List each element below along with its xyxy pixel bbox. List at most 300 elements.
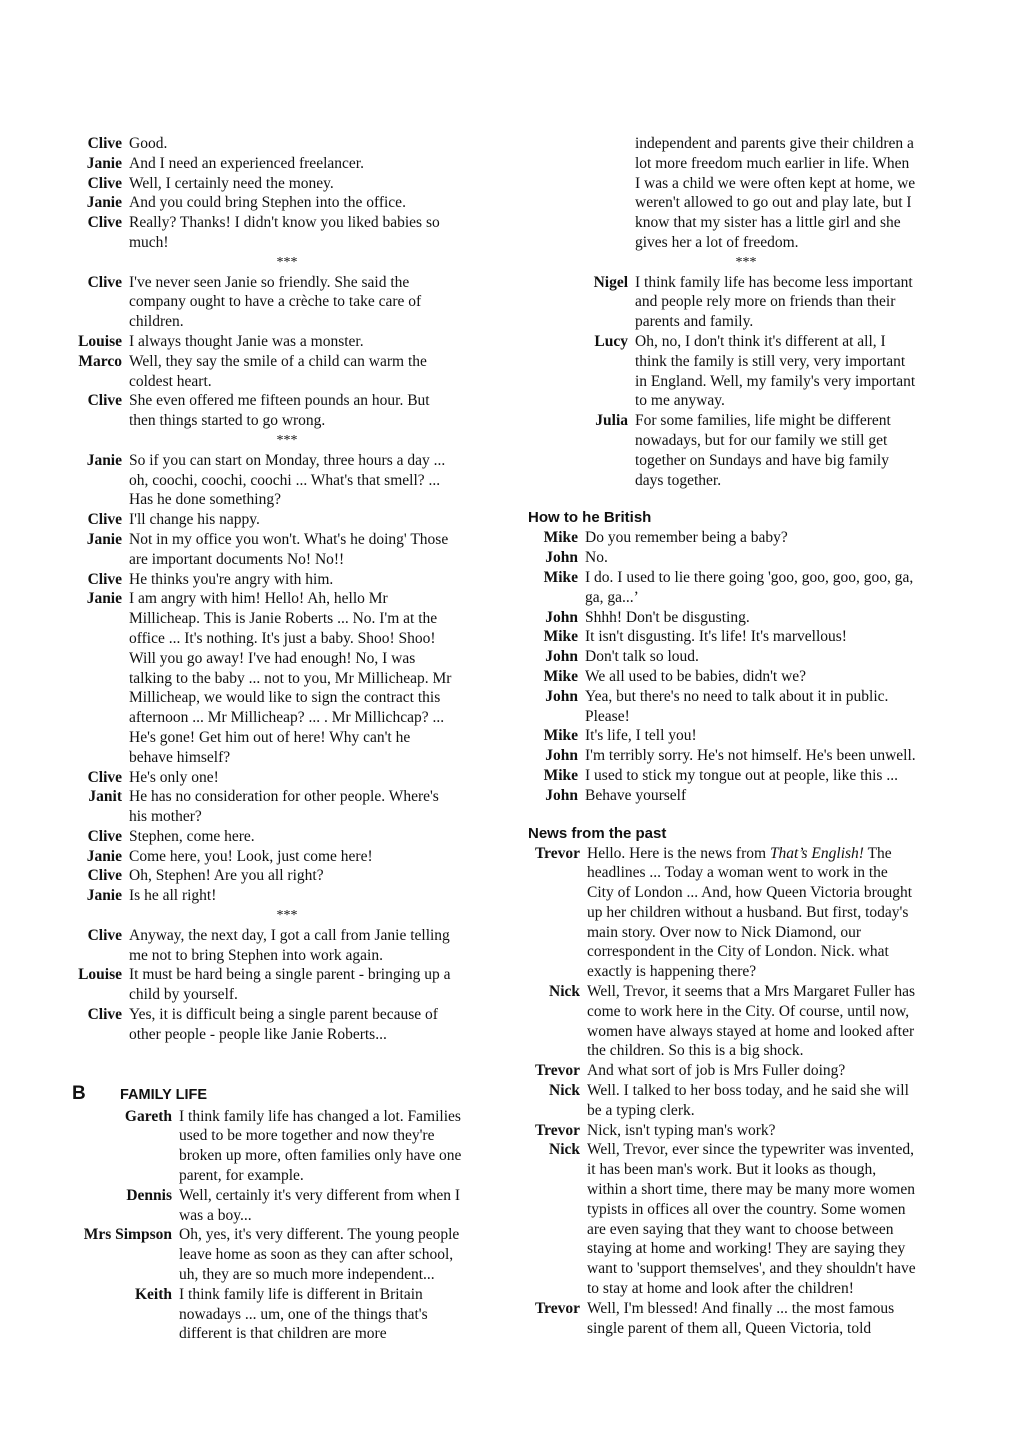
dialogue-text: Anyway, the next day, I got a call from Janie telling: [129, 926, 450, 944]
speaker-name: [72, 609, 122, 629]
speaker-name: Julia: [595, 412, 628, 430]
dialogue-line: [528, 1180, 964, 1200]
speaker-name: Mike: [543, 568, 578, 586]
dialogue-text: Oh, yes, it's very different. The young people: [179, 1226, 460, 1244]
dialogue-line: [528, 273, 964, 293]
speaker-name: [72, 946, 122, 966]
speaker-name: [72, 471, 122, 491]
dialogue-text: behave himself?: [129, 748, 231, 766]
speaker-name: [528, 903, 580, 923]
speaker-name: Clive: [87, 135, 122, 152]
dialogue-block-clive-janie: [72, 134, 502, 1045]
speaker-name: Nick: [549, 1082, 580, 1100]
dialogue-line: [528, 1200, 964, 1220]
dialogue-line: [528, 213, 964, 233]
speaker-name: [528, 942, 580, 962]
speaker-name: [528, 1239, 580, 1259]
dialogue-line: [72, 1245, 502, 1265]
speaker-name: Nick: [549, 983, 580, 1001]
dialogue-line: [72, 807, 502, 827]
dialogue-line: [72, 451, 502, 471]
speaker-name: [528, 391, 628, 411]
speaker-name: Janie: [86, 194, 122, 212]
dialogue-line: [528, 312, 964, 332]
dialogue-block-british: [528, 528, 964, 805]
dialogue-text: I've never seen Janie so friendly. She said the: [129, 273, 410, 291]
speaker-name: John: [545, 687, 578, 705]
dialogue-text: He's gone! Get him out of here! Why can't he: [129, 728, 411, 746]
speaker-name: Clive: [87, 273, 122, 291]
dialogue-block-family-life: [72, 1107, 502, 1345]
speaker-name: [72, 490, 122, 510]
dialogue-text: coldest heart.: [129, 372, 212, 390]
dialogue-text: typists in offices all over the country. Some women: [587, 1200, 906, 1218]
dialogue-line: [528, 844, 964, 864]
dialogue-text: I think family life has changed a lot. Families: [179, 1107, 461, 1125]
dialogue-line: [72, 827, 502, 847]
dialogue-text: women have always stayed at home and looked after: [587, 1022, 915, 1040]
dialogue-line: [528, 766, 964, 786]
dialogue-text: broken up more, often families only have one: [179, 1147, 462, 1165]
speaker-name: [72, 669, 122, 689]
dialogue-line: [72, 609, 502, 629]
dialogue-line: [72, 708, 502, 728]
section-title: FAMILY LIFE: [120, 1086, 208, 1103]
dialogue-line: [72, 312, 502, 332]
dialogue-text: No.: [585, 549, 608, 567]
dialogue-text: Well. I talked to her boss today, and he said she will: [587, 1082, 909, 1100]
dialogue-text: was a boy...: [179, 1206, 252, 1224]
dialogue-text: I think family life is different in Britain: [179, 1285, 423, 1303]
dialogue-text: Well, Trevor, it seems that a Mrs Margaret Fuller has: [587, 983, 916, 1001]
dialogue-line: [528, 548, 964, 568]
dialogue-line: [528, 1002, 964, 1022]
dialogue-line: [72, 154, 502, 174]
dialogue-text: me not to bring Stephen into work again.: [129, 946, 383, 964]
speaker-name: [72, 985, 122, 1005]
dialogue-text: headlines ... Today a woman went to work in the: [587, 864, 888, 882]
speaker-name: John: [545, 786, 578, 804]
dialogue-text: Stephen, come here.: [129, 827, 255, 845]
dialogue-line: [72, 965, 502, 985]
speaker-name: Clive: [87, 926, 122, 944]
speaker-name: [528, 923, 580, 943]
dialogue-line: [528, 1319, 964, 1339]
speaker-name: Mrs Simpson: [83, 1226, 172, 1244]
speaker-name: Clive: [87, 511, 122, 529]
speaker-name: [528, 707, 578, 727]
speaker-name: Janie: [86, 590, 122, 608]
dialogue-text: think the family is still very, very important: [635, 352, 906, 370]
speaker-name: [72, 629, 122, 649]
dialogue-text: and people rely more on friends than their: [635, 293, 896, 311]
dialogue-text: gives her a lot of freedom.: [635, 233, 799, 251]
dialogue-text: Millicheap. This is Janie Roberts ... No. I'm at the: [129, 610, 438, 628]
dialogue-line: [528, 982, 964, 1002]
dialogue-line: [528, 1160, 964, 1180]
dialogue-text: exactly is happening there?: [587, 963, 757, 981]
dialogue-line: [72, 1126, 502, 1146]
speaker-name: Clive: [87, 214, 122, 232]
section-heading-news: News from the past: [528, 824, 667, 842]
dialogue-text: Nick, isn't typing man's work?: [587, 1121, 776, 1139]
dialogue-text: I am angry with him! Hello! Ah, hello Mr: [129, 590, 388, 608]
dialogue-text: nowadays, but for our family we still get: [635, 431, 888, 449]
dialogue-text: nowadays ... um, one of the things that's: [179, 1305, 428, 1323]
speaker-name: [72, 233, 122, 253]
dialogue-line: [528, 372, 964, 392]
speaker-name: [72, 807, 122, 827]
dialogue-line: [72, 1285, 502, 1305]
dialogue-text: are important documents No! No!!: [129, 550, 345, 568]
speaker-name: [528, 431, 628, 451]
dialogue-line: [72, 688, 502, 708]
dialogue-text: parent, for example.: [179, 1167, 304, 1185]
dialogue-line: [528, 391, 964, 411]
dialogue-text: correspondent in the City of London. Nick. what: [587, 943, 889, 961]
dialogue-line: [72, 273, 502, 293]
speaker-name: [72, 649, 122, 669]
dialogue-text: Don't talk so loud.: [585, 648, 699, 666]
dialogue-text: Well, I'm blessed! And finally ... the most famous: [587, 1299, 895, 1317]
speaker-name: Clive: [87, 174, 122, 192]
dialogue-line: [528, 588, 964, 608]
dialogue-text: Do you remember being a baby?: [585, 529, 788, 547]
dialogue-text: it has been man's work. But it looks as though,: [587, 1161, 877, 1179]
speaker-name: [528, 1319, 580, 1339]
speaker-name: Clive: [87, 1006, 122, 1024]
dialogue-text: Will you go away! I've had enough! No, I was: [129, 649, 416, 667]
dialogue-line: [72, 550, 502, 570]
dialogue-text: I think family life has become less important: [635, 273, 913, 291]
speaker-name: [528, 233, 628, 253]
dialogue-text: staying at home and working! They are saying they: [587, 1240, 906, 1258]
dialogue-text: be a typing clerk.: [587, 1101, 695, 1119]
dialogue-line: [528, 528, 964, 548]
dialogue-text: leave home as soon as they can after school,: [179, 1246, 454, 1264]
dialogue-text: Oh, Stephen! Are you all right?: [129, 867, 324, 885]
dialogue-line: [528, 352, 964, 372]
dialogue-line: [72, 193, 502, 213]
speaker-name: [72, 1025, 122, 1045]
section-heading-british: How to he British: [528, 509, 652, 527]
dialogue-line: [72, 768, 502, 788]
dialogue-line: [528, 174, 964, 194]
dialogue-line: [528, 942, 964, 962]
dialogue-line: [528, 431, 964, 451]
dialogue-line: [528, 608, 964, 628]
dialogue-text: uh, they are so much more independent...: [179, 1266, 435, 1284]
dialogue-text: He thinks you're angry with him.: [129, 570, 334, 588]
dialogue-text: Oh, no, I don't think it's different at all, I: [635, 332, 886, 350]
dialogue-text: to me anyway.: [635, 392, 725, 410]
dialogue-line: [528, 667, 964, 687]
speaker-name: [72, 550, 122, 570]
dialogue-text: Please!: [585, 707, 630, 725]
dialogue-line: [528, 923, 964, 943]
speaker-name: [72, 708, 122, 728]
speaker-name: Dennis: [126, 1186, 172, 1204]
dialogue-line: [528, 903, 964, 923]
dialogue-line: [72, 352, 502, 372]
dialogue-line: [72, 946, 502, 966]
dialogue-line: [528, 568, 964, 588]
dialogue-text: his mother?: [129, 808, 202, 826]
dialogue-text: So if you can start on Monday, three hours a day ...: [129, 451, 446, 469]
dialogue-line: [528, 647, 964, 667]
dialogue-text: We all used to be babies, didn't we?: [585, 667, 807, 685]
dialogue-text: Come here, you! Look, just come here!: [129, 847, 373, 865]
speaker-name: Janie: [86, 530, 122, 548]
dialogue-line: [72, 847, 502, 867]
dialogue-text: It's life, I tell you!: [585, 727, 697, 745]
dialogue-line: [528, 786, 964, 806]
dialogue-text: the children. So this is a big shock.: [587, 1042, 804, 1060]
dialogue-line: [528, 451, 964, 471]
dialogue-line: [528, 1121, 964, 1141]
speaker-name: [528, 1259, 580, 1279]
speaker-name: John: [545, 608, 578, 626]
speaker-name: John: [545, 549, 578, 567]
dialogue-block-family-life-continued: [528, 134, 964, 490]
dialogue-line: [72, 233, 502, 253]
speaker-name: [72, 312, 122, 332]
dialogue-line: [72, 649, 502, 669]
dialogue-text: Yea, but there's no need to talk about it in public.: [585, 687, 889, 705]
dialogue-line: [72, 629, 502, 649]
dialogue-line: [72, 174, 502, 194]
dialogue-line: [72, 471, 502, 491]
speaker-name: Trevor: [534, 844, 580, 862]
speaker-name: [528, 134, 628, 154]
speaker-name: Clive: [87, 768, 122, 786]
speaker-name: [72, 1146, 172, 1166]
dialogue-text: Really? Thanks! I didn't know you liked babies so: [129, 214, 440, 232]
dialogue-text: office ... It's nothing. It's just a baby. Shoo! Shoo!: [129, 629, 436, 647]
dialogue-text: lot more freedom much earlier in life. When: [635, 154, 910, 172]
dialogue-text: child by yourself.: [129, 986, 238, 1004]
dialogue-text: days together.: [635, 471, 722, 489]
dialogue-line: [72, 1025, 502, 1045]
dialogue-text: He's only one!: [129, 768, 219, 786]
dialogue-line: [72, 866, 502, 886]
speaker-name: [528, 883, 580, 903]
dialogue-line: [528, 1259, 964, 1279]
dialogue-text: together on Sundays and have big family: [635, 451, 889, 469]
dialogue-text: come to work here in the City. Of course, until now,: [587, 1002, 910, 1020]
dialogue-line: [72, 1305, 502, 1325]
dialogue-line: [528, 687, 964, 707]
dialogue-text: then things started to go wrong.: [129, 412, 326, 430]
speaker-name: [528, 962, 580, 982]
dialogue-line: [72, 1166, 502, 1186]
speaker-name: Louise: [78, 332, 122, 350]
dialogue-text: Shhh! Don't be disgusting.: [585, 608, 750, 626]
dialogue-text: He has no consideration for other people. Where's: [129, 788, 439, 806]
dialogue-text: afternoon ... Mr Millicheap? ... . Mr Millichcap? ...: [129, 709, 445, 727]
speaker-name: Trevor: [534, 1062, 580, 1080]
dialogue-text: up her children without a husband. But first, today's: [587, 903, 909, 921]
dialogue-line: [528, 411, 964, 431]
dialogue-text: And you could bring Stephen into the office.: [129, 194, 406, 212]
dialogue-line: [528, 233, 964, 253]
speaker-name: [72, 292, 122, 312]
dialogue-line: [72, 134, 502, 154]
speaker-name: [528, 372, 628, 392]
dialogue-text: Well, certainly it's very different from when I: [179, 1186, 461, 1204]
speaker-name: Nigel: [593, 273, 628, 291]
dialogue-line: [528, 726, 964, 746]
dialogue-text: used to be more together and now they're: [179, 1127, 435, 1145]
dialogue-line: [72, 372, 502, 392]
dialogue-text: I do. I used to lie there going 'goo, goo, goo, goo, ga,: [585, 568, 914, 586]
dialogue-text: Well, Trevor, ever since the typewriter was invented,: [587, 1141, 914, 1159]
dialogue-text: parents and family.: [635, 313, 754, 331]
speaker-name: [72, 372, 122, 392]
speaker-name: [528, 1101, 580, 1121]
speaker-name: John: [545, 648, 578, 666]
speaker-name: [72, 748, 122, 768]
speaker-name: [528, 292, 628, 312]
dialogue-line: [72, 787, 502, 807]
dialogue-text: within a short time, there may be many more women: [587, 1181, 915, 1199]
speaker-name: John: [545, 747, 578, 765]
dialogue-text: know that my sister has a little girl and she: [635, 214, 901, 232]
dialogue-text: I used to stick my tongue out at people, like this ...: [585, 766, 898, 784]
dialogue-text: different is that children are more: [179, 1325, 387, 1343]
speaker-name: [528, 193, 628, 213]
dialogue-line: [72, 332, 502, 352]
scene-break: ***: [276, 908, 298, 924]
dialogue-text: single parent of them all, Queen Victoria, told: [587, 1319, 872, 1337]
speaker-name: [528, 863, 580, 883]
dialogue-line: [72, 1324, 502, 1344]
dialogue-line: [528, 292, 964, 312]
dialogue-line: [528, 1279, 964, 1299]
dialogue-text: City of London ... And, how Queen Victoria brought: [587, 884, 913, 902]
speaker-name: [72, 1206, 172, 1226]
dialogue-line: [528, 1220, 964, 1240]
left-column: [72, 134, 502, 1344]
speaker-name: [72, 688, 122, 708]
speaker-name: [72, 411, 122, 431]
speaker-name: Clive: [87, 867, 122, 885]
dialogue-line: [528, 1101, 964, 1121]
dialogue-block-news: [528, 844, 964, 1339]
speaker-name: Clive: [87, 570, 122, 588]
speaker-name: [528, 1002, 580, 1022]
speaker-name: Mike: [543, 667, 578, 685]
dialogue-line: [528, 962, 964, 982]
speaker-name: [528, 1180, 580, 1200]
speaker-name: [528, 213, 628, 233]
dialogue-text: Yes, it is difficult being a single parent because of: [129, 1006, 438, 1024]
dialogue-line: [72, 985, 502, 1005]
dialogue-text: company ought to have a crèche to take care of: [129, 293, 422, 311]
dialogue-line: [528, 193, 964, 213]
speaker-name: [72, 1126, 172, 1146]
dialogue-line: [72, 926, 502, 946]
speaker-name: Mike: [543, 766, 578, 784]
dialogue-line: [72, 530, 502, 550]
speaker-name: [528, 1041, 580, 1061]
dialogue-line: [72, 292, 502, 312]
programme-title: That’s English!: [769, 844, 864, 862]
dialogue-line: [528, 1061, 964, 1081]
speaker-name: [72, 1166, 172, 1186]
dialogue-text: For some families, life might be different: [635, 412, 891, 430]
scene-break: ***: [276, 432, 298, 448]
dialogue-line: [72, 728, 502, 748]
dialogue-line: [72, 589, 502, 609]
speaker-name: Janit: [88, 788, 122, 806]
dialogue-text: Is he all right!: [129, 887, 217, 905]
speaker-name: [528, 1279, 580, 1299]
speaker-name: [528, 451, 628, 471]
dialogue-line: [528, 746, 964, 766]
dialogue-line: [72, 886, 502, 906]
dialogue-line: [528, 883, 964, 903]
dialogue-line: [528, 627, 964, 647]
dialogue-text: Hello. Here is the news from That’s English! The: [587, 844, 892, 862]
speaker-name: Janie: [86, 154, 122, 172]
dialogue-line: [528, 1239, 964, 1259]
speaker-name: [528, 471, 628, 491]
scene-break: ***: [735, 254, 757, 270]
dialogue-text: I always thought Janie was a monster.: [129, 332, 364, 350]
dialogue-line: [72, 391, 502, 411]
speaker-name: [528, 312, 628, 332]
dialogue-text: ga, ga...’: [585, 588, 639, 606]
dialogue-line: [528, 154, 964, 174]
dialogue-text: children.: [129, 313, 184, 331]
dialogue-line: [72, 510, 502, 530]
dialogue-text: Has he done something?: [129, 491, 281, 509]
speaker-name: [528, 1200, 580, 1220]
speaker-name: [72, 1245, 172, 1265]
speaker-name: Mike: [543, 628, 578, 646]
speaker-name: Clive: [87, 392, 122, 410]
speaker-name: [72, 1305, 172, 1325]
speaker-name: [528, 174, 628, 194]
dialogue-text: It must be hard being a single parent - bringing up a: [129, 966, 451, 984]
speaker-name: Marco: [78, 352, 122, 370]
speaker-name: Janie: [86, 887, 122, 905]
dialogue-line: [528, 134, 964, 154]
dialogue-line: [72, 1186, 502, 1206]
speaker-name: Mike: [543, 529, 578, 547]
speaker-name: [528, 1220, 580, 1240]
dialogue-line: [528, 1041, 964, 1061]
dialogue-text: It isn't disgusting. It's life! It's marvellous!: [585, 628, 847, 646]
dialogue-text: much!: [129, 233, 169, 251]
dialogue-line: [528, 332, 964, 352]
dialogue-text: talking to the baby ... not to you, Mr Millicheap. Mr: [129, 669, 452, 687]
speaker-name: [528, 154, 628, 174]
dialogue-line: [528, 1299, 964, 1319]
right-column: [528, 134, 964, 1338]
dialogue-text: Behave yourself: [585, 786, 687, 804]
speaker-name: [72, 1265, 172, 1285]
speaker-name: Trevor: [534, 1299, 580, 1317]
dialogue-text: Good.: [129, 135, 168, 152]
speaker-name: Keith: [134, 1285, 172, 1303]
speaker-name: Mike: [543, 727, 578, 745]
dialogue-line: [72, 1146, 502, 1166]
speaker-name: [72, 728, 122, 748]
speaker-name: [528, 1160, 580, 1180]
dialogue-text: want to 'support themselves', and they shouldn't have: [587, 1260, 916, 1278]
